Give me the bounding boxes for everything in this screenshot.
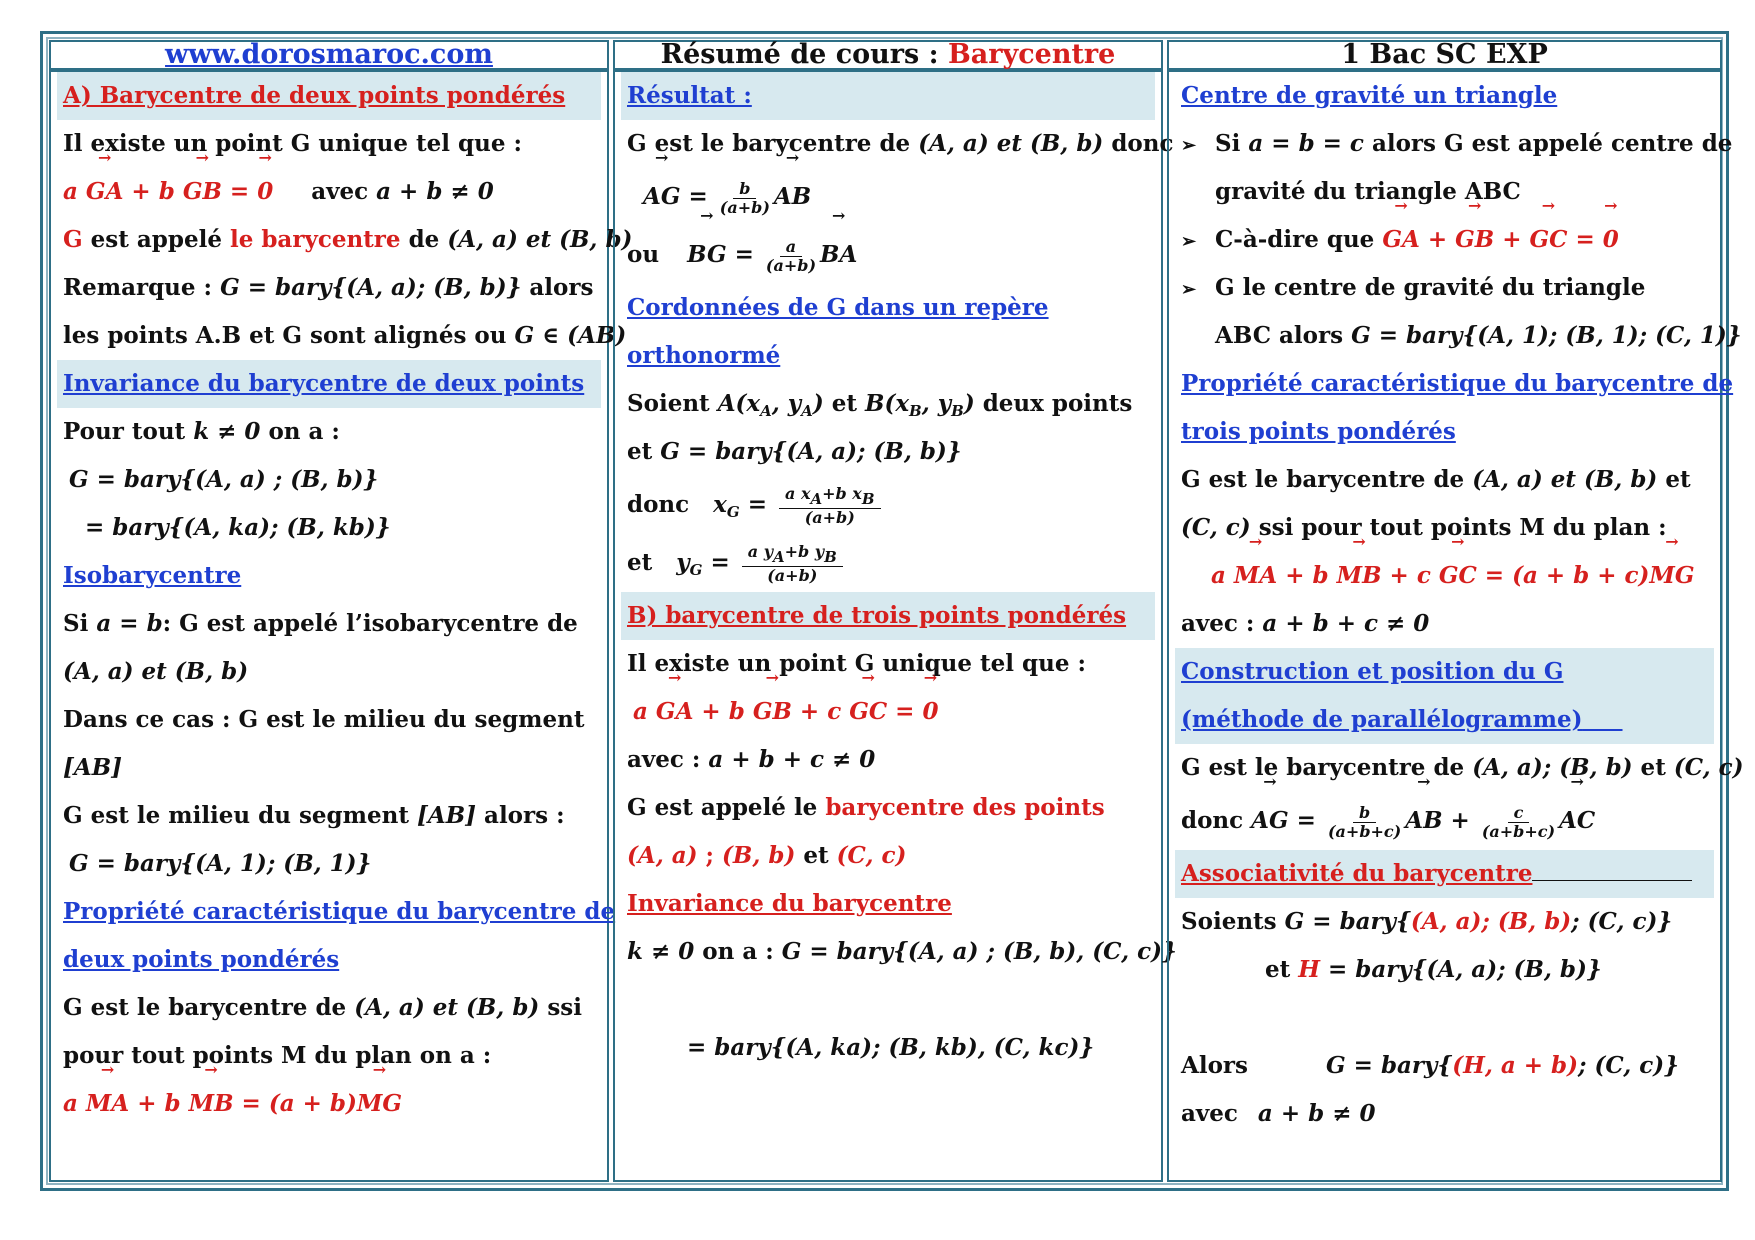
prop-equation: a → MA + b → MB = (a + b)→ MG [63,1080,595,1128]
constr-formula: donc → AG = $\frac{b}{(a+b+c)}$ → AB + $\frac{c}{(a+b+c)}$ → AC [1181,792,1708,850]
bg-formula: ou → BG = $\frac{a}{(a+b)}$ → BA [627,226,1149,284]
inv3-line: k ≠ 0 on a : G = bary{(A, a) ; (B, b), (C, c)} [627,938,1177,965]
prop-title-1: Propriété caractéristique du barycentre de [63,898,616,925]
isobarycentre-title: Isobarycentre [63,562,242,589]
constr-title-1: Construction et position du G [1175,648,1714,696]
vector3-equation: a → GA + b → GB + c → GC = → 0 [627,688,1149,736]
aligned-line: les points A.B et G sont alignés ou G ∈ (AB) [63,322,627,349]
constr-title-2: (méthode de parallélogramme) [1175,696,1714,744]
arrow-bullet-icon: ➢ [1181,279,1197,300]
iso-line: Si a = b: G est appelé l’isobarycentre de [63,610,578,637]
assoc-h: et H = bary{(A, a); (B, b)} [1265,956,1602,983]
coord-title-1: Cordonnées de G dans un repère [627,294,1049,321]
exists-text: Il existe un point G unique tel que : [63,130,522,157]
dans-ce-cas: Dans ce cas : G est le milieu du segment [63,706,585,733]
prop-title-2: deux points pondérés [63,946,340,973]
milieu-line: G est le milieu du segment [AB] alors : [63,802,565,829]
g-bary-line: et G = bary{(A, a); (B, b)} [627,438,962,465]
avec3-line: avec : a + b + c ≠ 0 [627,746,876,773]
ag-formula: → AG = $\frac{b}{(a+b)}$ → AB [627,168,1149,226]
definition-line: G est appelé le barycentre de (A, a) et (B, b) [63,226,633,253]
header-site [49,40,609,70]
title-topic: Barycentre [947,39,1116,70]
column-results [613,70,1177,1182]
exists3-text: Il existe un point G unique tel que : [627,650,1086,677]
bullet-3-cont: ABC alors G = bary{(A, 1); (B, 1); (C, 1)} [1215,322,1742,349]
bullet-3: ➢ G le centre de gravité du triangle [1181,264,1708,312]
yg-formula: et $y_G$ = $\frac{\text{a yA+b yB}}{(a+b)}$ [627,534,1149,592]
pour-tout-line: Pour tout k ≠ 0 on a : [63,418,340,445]
xg-formula: donc $x_G$ = $\frac{\text{a xA+b xB}}{(a+b)}$ [627,476,1149,534]
prop3-equation: a → MA + b → MB + c → GC = (a + b + c)→ MG [1181,552,1708,600]
prop-text: G est le barycentre de (A, a) et (B, b) ssi [63,994,582,1021]
soient-line: Soient $A(x_A$, $y_A$) et $B(x_B$, $y_B$) deux points [627,390,1133,420]
prop3-text: G est le barycentre de (A, a) et (B, b) et [1181,466,1691,493]
gravity-title: Centre de gravité un triangle [1181,82,1558,109]
vector-equation: a → GA + b → GB = → 0 avec a + b ≠ 0 [63,168,595,216]
resultat-title: Résultat : [621,72,1155,120]
constr-g-est: G est le barycentre de (A, a); (B, b) et (C, c) [1181,754,1744,781]
assoc-title: Associativité du barycentre [1175,850,1714,898]
assoc-soients: Soients G = bary{(A, a); (B, b); (C, c)} [1181,908,1673,935]
avec-abc: avec : a + b + c ≠ 0 [1181,610,1430,637]
appele3-line: G est appelé le barycentre des points [627,794,1105,821]
section-a-title: A) Barycentre de deux points pondérés [57,72,601,120]
iso-points: (A, a) et (B, b) [63,658,249,685]
header-title [613,40,1163,70]
column-gravity [1167,70,1744,1182]
remark-line: Remarque : G = bary{(A, a); (B, b)} alors [63,274,594,301]
spacer [1181,994,1708,1042]
pour-tout-m: pour tout points M du plan on a : [63,1042,492,1069]
arrow-bullet-icon: ➢ [1181,135,1197,156]
site-link[interactable]: www.dorosmaroc.com [165,39,493,70]
prop3-title-2: trois points pondérés [1181,418,1456,445]
header-level [1167,40,1722,70]
segment-ab: [AB] [63,754,123,781]
g-est-line: G est le barycentre de (A, a) et (B, b) donc [627,130,1174,157]
bullet-1-cont: gravité du triangle ABC [1215,178,1521,205]
arrow-bullet-icon: ➢ [1181,231,1197,252]
bullet-1: ➢ Si a = b = c alors G est appelé centre de [1181,120,1708,168]
title-label: Résumé de cours : [660,39,939,70]
column-two-points [49,70,633,1182]
prop3-ssi: (C, c) ssi pour tout points M du plan : [1181,514,1667,541]
milieu-eq: G = bary{(A, 1); (B, 1)} [69,850,372,877]
course-summary-sheet [40,31,1744,1191]
inv3-eq: = bary{(A, ka); (B, kb), (C, kc)} [687,1034,1095,1061]
prop3-title-1: Propriété caractéristique du barycentre de [1181,370,1734,397]
inv3-title: Invariance du barycentre [627,890,952,917]
level-label: 1 Bac SC EXP [1341,39,1548,70]
invariance-eq-1: G = bary{(A, a) ; (B, b)} [69,466,379,493]
assoc-avec: avec a + b ≠ 0 [1181,1100,1376,1127]
points3-line: (A, a) ; (B, b) et (C, c) [627,842,907,869]
bullet-2: ➢ C-à-dire que → GA + → GB + → GC = → 0 [1181,216,1708,264]
coord-title-2: orthonormé [627,342,781,369]
section-b-title: B) barycentre de trois points pondérés [621,592,1155,640]
invariance-title: Invariance du barycentre de deux points [57,360,601,408]
assoc-alors: Alors G = bary{(H, a + b); (C, c)} [1181,1052,1679,1079]
invariance-eq-2: = bary{(A, ka); (B, kb)} [85,514,391,541]
spacer [627,976,1149,1024]
